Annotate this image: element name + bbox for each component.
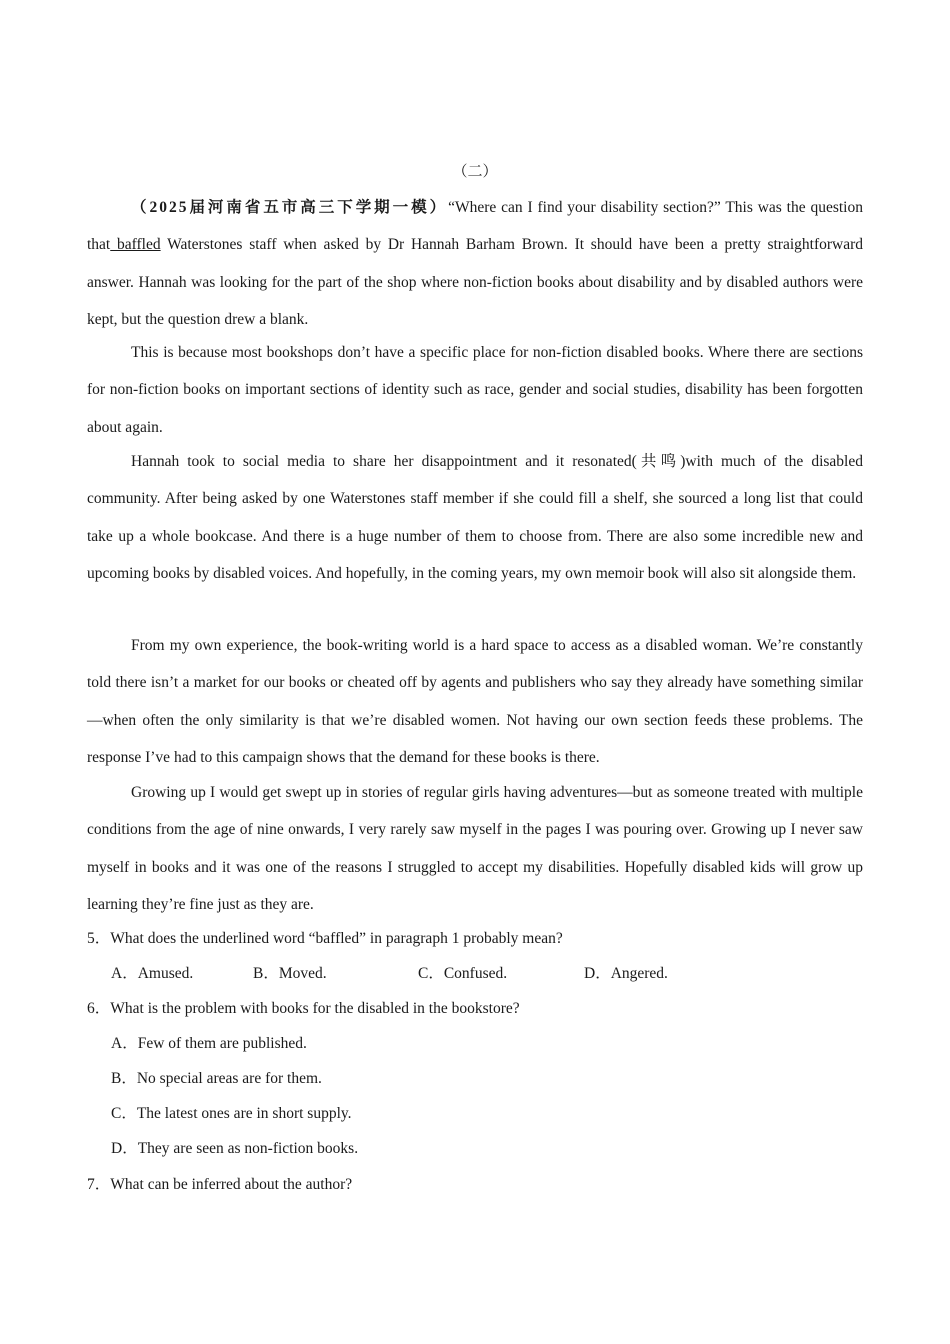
q6-option-d: D．They are seen as non-fiction books. xyxy=(111,1140,359,1157)
section-title: （二） xyxy=(452,164,498,180)
passage-paragraph-2: This is because most bookshops don’t have a specific place for non-fiction disabled books. Where there are sections for non-fiction books on important sections of identity such as race, gender and social studies, disability has been forgotten about again. xyxy=(87,344,863,436)
q5-option-d: D．Angered. xyxy=(584,965,668,982)
p1-text-after: Waterstones staff when asked by Dr Hannah Barham Brown. It should have been a pretty straightforward answer. Hannah was looking for the part of the shop where non-fiction books about disability and by disabled authors were kept, but the question drew a blank. xyxy=(87,236,863,329)
question-6-stem: 6．What is the problem with books for the disabled in the bookstore? xyxy=(87,1000,520,1017)
p1-text-before: “Where can I find your disability section?” This was the question that xyxy=(87,199,863,254)
passage-paragraph-4: From my own experience, the book-writing world is a hard space to access as a disabled woman. We’re constantly told there isn’t a market for our books or cheated off by agents and publishers who say they already have something similar—when often the only similarity is that we’re disabled women. Not having our own section feeds these problems. The response I’ve had to this campaign shows that the demand for these books is there. xyxy=(87,637,863,767)
q6-option-c: C．The latest ones are in short supply. xyxy=(111,1105,352,1122)
q6-option-a: A．Few of them are published. xyxy=(111,1035,307,1052)
q5-option-b: B．Moved. xyxy=(253,965,327,982)
passage-paragraph-3: Hannah took to social media to share her disappointment and it resonated(共鸣)with much of the disabled community. After being asked by one Waterstones staff member if she could fill a shelf, she sourced a long list that could take up a whole bookcase. And there is a huge number of them to choose from. There are also some incredible new and upcoming books by disabled voices. And hopefully, in the coming years, my own memoir book will also sit alongside them. xyxy=(87,453,863,583)
q6-option-b: B．No special areas are for them. xyxy=(111,1070,322,1087)
underlined-word: baffled xyxy=(110,236,161,254)
q5-option-c: C．Confused. xyxy=(418,965,508,982)
source-label: （2025届河南省五市高三下学期一模） xyxy=(131,199,449,216)
q5-option-a: A．Amused. xyxy=(111,965,194,982)
question-5-stem: 5．What does the underlined word “baffled” in paragraph 1 probably mean? xyxy=(87,930,563,947)
passage-paragraph-5: Growing up I would get swept up in stories of regular girls having adventures—but as someone treated with multiple conditions from the age of nine onwards, I very rarely saw myself in the pages I was pouring over. Growing up I never saw myself in books and it was one of the reasons I struggled to accept my disabilities. Hopefully disabled kids will grow up learning they’re fine just as they are. xyxy=(87,784,863,914)
passage-paragraph-1 xyxy=(87,189,863,339)
question-7-stem: 7．What can be inferred about the author? xyxy=(87,1176,353,1193)
